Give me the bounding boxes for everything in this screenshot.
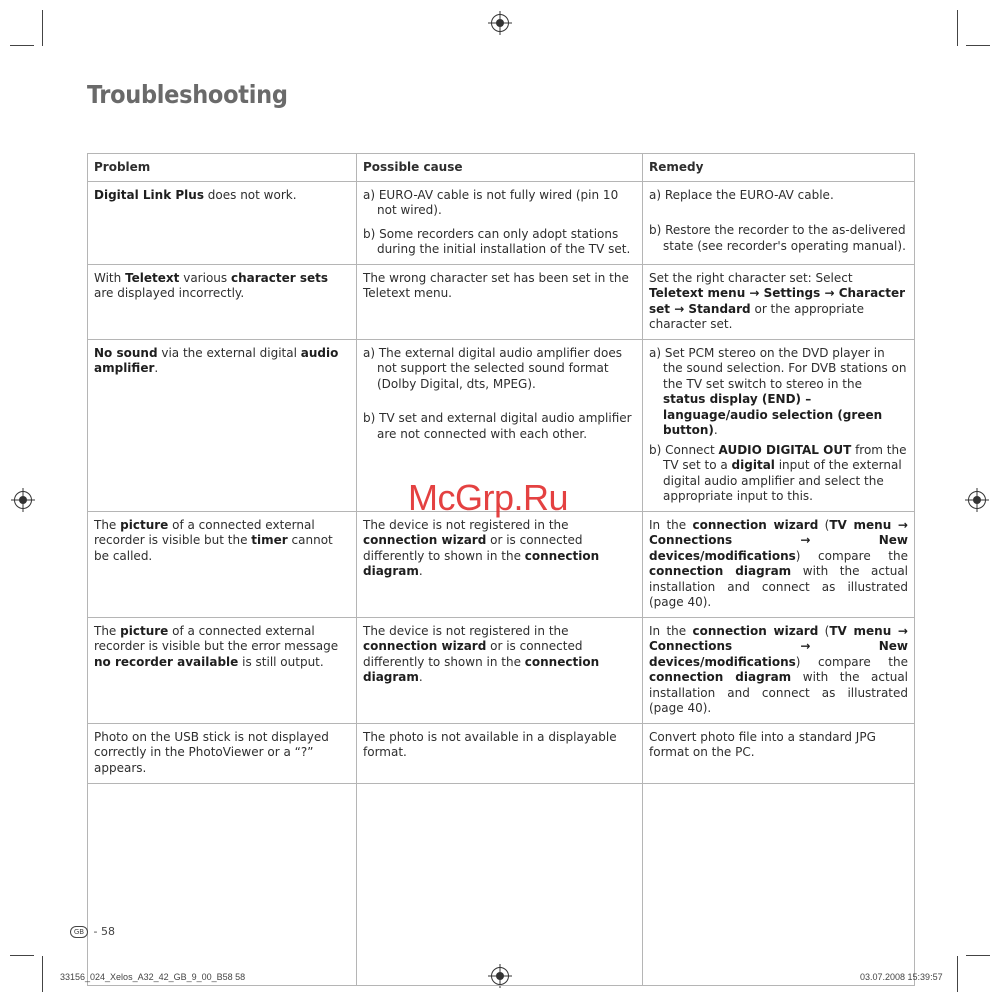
table-row <box>88 723 915 783</box>
table-header-row <box>88 154 915 182</box>
crop-mark <box>10 955 34 956</box>
registration-mark-icon <box>491 14 509 32</box>
registration-mark-icon <box>14 491 32 509</box>
registration-mark-icon <box>968 491 986 509</box>
cause-cell: The device is not registered in the connection wizard or is connected differently to shown in the connection diagram. <box>357 511 643 617</box>
crop-mark <box>42 956 43 992</box>
header-remedy: Remedy <box>643 154 915 182</box>
table-row <box>88 511 915 617</box>
footer-timestamp: 03.07.2008 15:39:57 <box>860 972 943 982</box>
empty-cell <box>357 783 643 985</box>
page-number-text: - 58 <box>93 925 115 938</box>
page-title: Troubleshooting <box>87 80 288 109</box>
remedy-cell: a) Set PCM stereo on the DVD player in the sound selection. For DVB stations on the TV set switch to stereo in the status display (END) – language/audio selection (green button). b) Connect AUDIO DIGITAL OUT from the TV set to a digital input of the external digital audio amplifier and select the appropriate input to this. <box>643 339 915 511</box>
crop-mark <box>42 10 43 46</box>
crop-mark <box>10 45 34 46</box>
page-number <box>70 925 115 938</box>
problem-cell: Photo on the USB stick is not displayed correctly in the PhotoViewer or a “?” appears. <box>88 723 357 783</box>
crop-mark <box>957 10 958 46</box>
problem-cell: The picture of a connected external recorder is visible but the error message no recorder available is still output. <box>88 617 357 723</box>
remedy-cell: Convert photo file into a standard JPG format on the PC. <box>643 723 915 783</box>
cause-cell: The photo is not available in a displayable format. <box>357 723 643 783</box>
cause-cell: a) The external digital audio amplifier does not support the selected sound format (Dolby Digital, dts, MPEG). b) TV set and external digital audio amplifier are not connected with each other. <box>357 339 643 511</box>
watermark: McGrp.Ru <box>408 477 569 518</box>
crop-mark <box>966 45 990 46</box>
problem-cell: The picture of a connected external recorder is visible but the timer cannot be called. <box>88 511 357 617</box>
empty-cell <box>643 783 915 985</box>
crop-mark <box>966 955 990 956</box>
table-row <box>88 617 915 723</box>
cause-cell: a) EURO-AV cable is not fully wired (pin 10 not wired). b) Some recorders can only adopt stations during the initial installation of the TV set. <box>357 181 643 264</box>
country-badge: GB <box>70 926 88 938</box>
header-problem: Problem <box>88 154 357 182</box>
table-row <box>88 181 915 264</box>
remedy-cell: In the connection wizard (TV menu → Connections → New devices/modifications) compare the connection diagram with the actual installation and connect as illustrated (page 40). <box>643 617 915 723</box>
cause-cell: The device is not registered in the connection wizard or is connected differently to shown in the connection diagram. <box>357 617 643 723</box>
empty-cell <box>88 783 357 985</box>
footer-filename: 33156_024_Xelos_A32_42_GB_9_00_B58 58 <box>60 972 246 982</box>
crop-mark <box>957 956 958 992</box>
problem-cell: Digital Link Plus does not work. <box>88 181 357 264</box>
remedy-cell: a) Replace the EURO-AV cable. b) Restore the recorder to the as-delivered state (see recorder's operating manual). <box>643 181 915 264</box>
troubleshooting-table <box>87 153 915 986</box>
header-possible-cause: Possible cause <box>357 154 643 182</box>
table-row <box>88 264 915 339</box>
remedy-cell: In the connection wizard (TV menu → Connections → New devices/modifications) compare the connection diagram with the actual installation and connect as illustrated (page 40). <box>643 511 915 617</box>
cause-cell: The wrong character set has been set in the Teletext menu. <box>357 264 643 339</box>
remedy-cell: Set the right character set: Select Teletext menu → Settings → Character set → Standard or the appropriate character set. <box>643 264 915 339</box>
problem-cell: No sound via the external digital audio amplifier. <box>88 339 357 511</box>
problem-cell: With Teletext various character sets are displayed incorrectly. <box>88 264 357 339</box>
table-row <box>88 783 915 985</box>
